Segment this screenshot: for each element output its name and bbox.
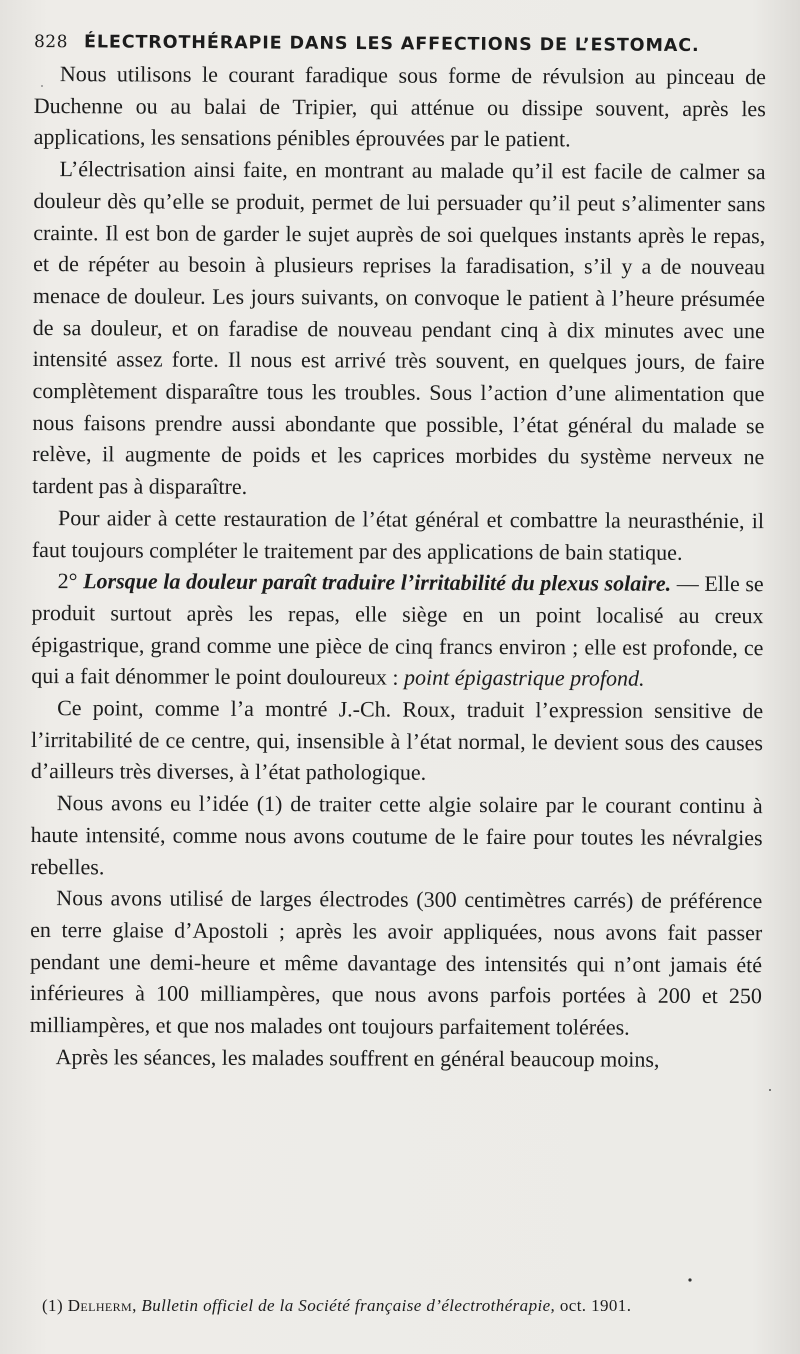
- page-number: 828: [33, 32, 69, 53]
- section-number: 2°: [57, 568, 78, 594]
- paragraph-8: Après les séances, les malades souffrent en général beaucoup moins,: [55, 1043, 660, 1072]
- footnote-date: oct. 1901.: [559, 1296, 632, 1315]
- section-term: point épigastrique profond.: [403, 664, 645, 692]
- paragraph-7: Nous avons utilisé de larges électrodes (300 centimètres carrés) de préférence en terre glaise d’Apostoli ; après les avoir appliquées, nous avons fait passer pendant une demi-heure et même davantage des intensités qui n’ont jamais été inférieures à 100 milliampères, que nous avons parfois portées à 200 et 250 milliampères, et que nos malades ont toujours parfaitement tolérées.: [29, 885, 763, 1040]
- page-header: [34, 32, 766, 56]
- paragraph-6: Nous avons eu l’idée (1) de traiter cette algie solaire par le courant continu à haute intensité, comme nous avons coutume de le faire pour toutes les névralgies rebelles.: [30, 790, 763, 879]
- paragraph-4: [31, 565, 764, 695]
- body-text: [30, 58, 766, 1076]
- paragraph-2: L’électrisation ainsi faite, en montrant au malade qu’il est facile de calmer sa douleur dès qu’elle se produit, permet de lui persuader qu’il peut s’alimenter sans crainte. Il est bon de garder le sujet auprès de soi quelques instants après le repas, et de répéter au besoin à plusieurs reprises la faradisation, s’il y a de nouveau menace de douleur. Les jours suivants, on convoque le patient à l’heure présumée de sa douleur, et on faradise de nouveau pendant cinq à dix minutes avec une intensité assez forte. Il nous est arrivé très souvent, en quelques jours, de faire complètement disparaître tous les troubles. Sous l’action d’une alimentation que nous faisons prendre aussi abondante que possible, l’état général du malade se relève, il augmente de poids et les caprices morbides du système nerveux ne tardent pas à disparaître.: [32, 156, 766, 500]
- footnote: [42, 1296, 766, 1316]
- paragraph-5: Ce point, comme l’a montré J.-Ch. Roux, traduit l’expression sensitive de l’irritabilité de ce centre, qui, insensible à l’état normal, le devient sous des causes d’ailleurs très diverses, à l’état pathologique.: [30, 695, 764, 786]
- footnote-marker: (1): [42, 1296, 64, 1315]
- section-text: — Elle se produit surtout après les repas, elle siège en un point localisé au creux épigastrique, grand comme une pièce de cinq francs environ ; elle est profonde, ce qui a fait dénommer le point douloureux :: [31, 571, 764, 690]
- running-title: ÉLECTROTHÉRAPIE DANS LES AFFECTIONS DE L’ESTOMAC.: [83, 32, 700, 57]
- paragraph-3: Pour aider à cette restauration de l’état général et combattre la neurasthénie, il faut toujours compléter le traitement par des applications de bain statique.: [31, 504, 765, 565]
- section-heading: Lorsque la douleur paraît traduire l’irritabilité du plexus solaire.: [83, 568, 672, 597]
- footnote-journal: Bulletin officiel de la Société française d’électrothérapie,: [141, 1296, 556, 1315]
- paragraph-1: Nous utilisons le courant faradique sous forme de révulsion au pinceau de Duchenne ou au balai de Tripier, qui atténue ou dissipe souvent, après les applications, les sensations pénibles éprouvées par le patient.: [33, 61, 766, 152]
- footnote-author: Delherm,: [67, 1296, 137, 1315]
